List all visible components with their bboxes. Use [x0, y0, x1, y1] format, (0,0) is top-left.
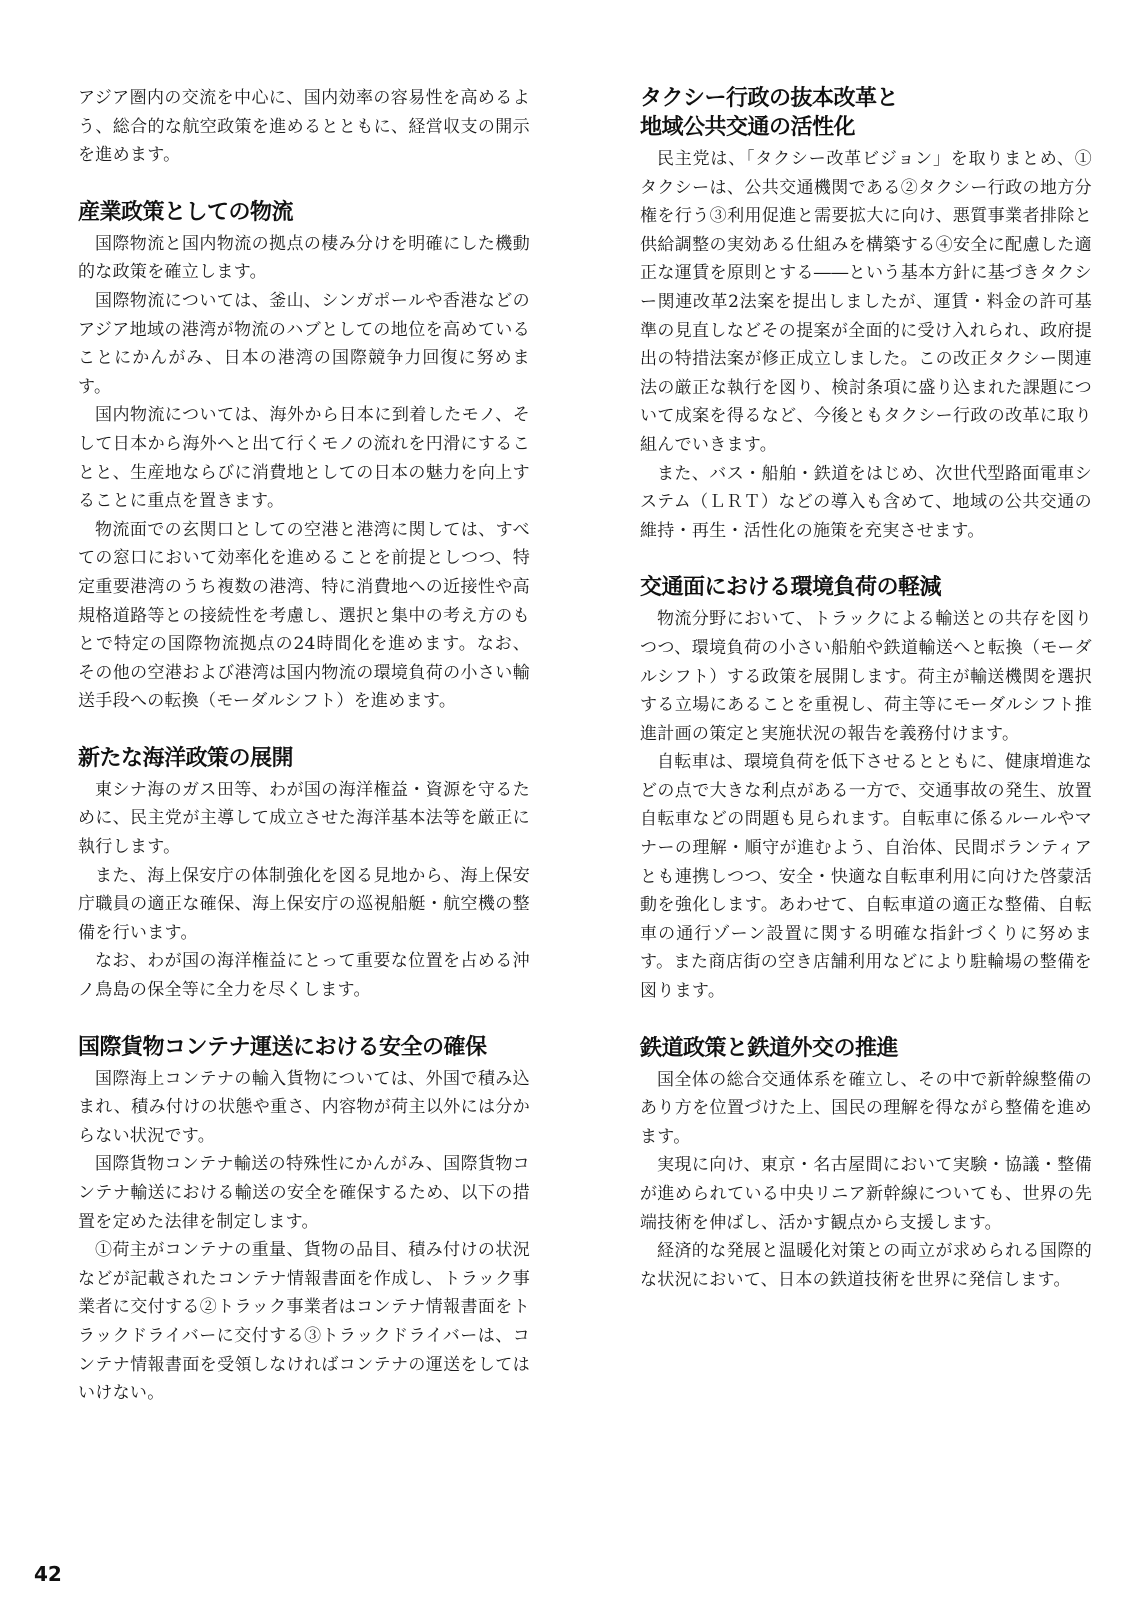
section-maritime: [78, 744, 530, 1005]
page-number: 42: [34, 1562, 62, 1586]
paragraph: 国内物流については、海外から日本に到着したモノ、そして日本から海外へと出て行くモノの流れを円滑にすることと、生産地ならびに消費地としての日本の魅力を向上することに重点を置きます。: [78, 405, 530, 512]
section-heading-line: 交通面における環境負荷の軽減: [640, 575, 942, 601]
paragraph: 自転車は、環境負荷を低下させるとともに、健康増進などの点で大きな利点がある一方で、交通事故の発生、放置自転車などの問題も見られます。自転車に係るルールやマナーの理解・順守が進むよう、自治体、民間ボランティアとも連携しつつ、安全・快適な自転車利用に向けた啓蒙活動を強化します。あわせて、自転車道の適正な整備、自転車の通行ゾーン設置に関する明確な指針づくりに努めます。また商店街の空き店舗利用などにより駐輪場の整備を図ります。: [640, 752, 1092, 1002]
paragraph: 民主党は、「タクシー改革ビジョン」を取りまとめ、①タクシーは、公共交通機関である②タクシー行政の地方分権を行う③利用促進と需要拡大に向け、悪質事業者排除と供給調整の実効ある仕組みを構築する④安全に配慮した適正な運賃を原則とする――という基本方針に基づきタクシー関連改革2法案を提出しましたが、運賃・料金の許可基準の見直しなどその提案が全面的に受け入れられ、政府提出の特措法案が修正成立しました。この改正タクシー関連法の厳正な執行を図り、検討条項に盛り込まれた課題について成案を得るなど、今後ともタクシー行政の改革に取り組んでいきます。: [640, 149, 1092, 455]
section-heading: [640, 573, 1092, 602]
paragraph: ①荷主がコンテナの重量、貨物の品目、積み付けの状況などが記載されたコンテナ情報書面を作成し、トラック事業者に交付する②トラック事業者はコンテナ情報書面をトラックドライバーに交付する③トラックドライバーは、コンテナ情報書面を受領しなければコンテナの運送をしてはいけない。: [78, 1240, 530, 1404]
section-logistics: [78, 198, 530, 716]
section-taxi-reform: [640, 84, 1092, 545]
paragraph: 東シナ海のガス田等、わが国の海洋権益・資源を守るために、民主党が主導して成立させた海洋基本法等を厳正に執行します。: [78, 779, 530, 858]
section-heading-line: 鉄道政策と鉄道外交の推進: [640, 1035, 899, 1061]
right-column: [640, 84, 1092, 1322]
section-heading-line: 地域公共交通の活性化: [640, 115, 856, 140]
paragraph: 国際海上コンテナの輸入貨物については、外国で積み込まれ、積み付けの状態や重さ、内容物が荷主以外には分からない状況です。: [78, 1068, 530, 1146]
paragraph: 国際物流については、釜山、シンガポールや香港などのアジア地域の港湾が物流のハブとしての地位を高めていることにかんがみ、日本の港湾の国際競争力回復に努めます。: [78, 290, 530, 397]
section-heading: 産業政策としての物流: [78, 199, 294, 225]
paragraph: 物流面での玄関口としての空港と港湾に関しては、すべての窓口において効率化を進めることを前提としつつ、特定重要港湾のうち複数の港湾、特に消費地への近接性や高規格道路等との接続性を考慮し、選択と集中の考え方のもとで特定の国際物流拠点の24時間化を進めます。なお、その他の空港および港湾は国内物流の環境負荷の小さい輸送手段への転換（モーダルシフト）を進めます。: [78, 519, 530, 712]
section-heading: 国際貨物コンテナ運送における安全の確保: [78, 1034, 487, 1060]
section-heading: [640, 84, 1092, 142]
paragraph: 国全体の総合交通体系を確立し、その中で新幹線整備のあり方を位置づけた上、国民の理解を得ながら整備を進めます。: [640, 1069, 1092, 1147]
paragraph: 実現に向け、東京・名古屋間において実験・協議・整備が進められている中央リニア新幹線についても、世界の先端技術を伸ばし、活かす観点から支援します。: [640, 1155, 1092, 1233]
section-heading: [640, 1034, 1092, 1063]
section-heading-line: タクシー行政の抜本改革と: [640, 86, 899, 111]
intro-paragraph: アジア圏内の交流を中心に、国内効率の容易性を高めるよう、総合的な航空政策を進めるとともに、経営収支の開示を進めます。: [78, 88, 530, 166]
section-heading: 新たな海洋政策の展開: [78, 745, 294, 771]
paragraph: 物流分野において、トラックによる輸送との共存を図りつつ、環境負荷の小さい船舶や鉄道輸送へと転換（モーダルシフト）する政策を展開します。荷主が輸送機関を選択する立場にあることを重視し、荷主等にモーダルシフト推進計画の策定と実施状況の報告を義務付けます。: [640, 609, 1092, 744]
section-railway: [640, 1034, 1092, 1295]
paragraph: また、バス・船舶・鉄道をはじめ、次世代型路面電車システム（ＬＲＴ）などの導入も含めて、地域の公共交通の維持・再生・活性化の施策を充実させます。: [640, 463, 1092, 541]
paragraph: 国際貨物コンテナ輸送の特殊性にかんがみ、国際貨物コンテナ輸送における輸送の安全を確保するため、以下の措置を定めた法律を制定します。: [78, 1154, 530, 1232]
paragraph: 国際物流と国内物流の拠点の棲み分けを明確にした機動的な政策を確立します。: [78, 233, 530, 283]
section-container-safety: [78, 1033, 530, 1408]
paragraph: 経済的な発展と温暖化対策との両立が求められる国際的な状況において、日本の鉄道技術を世界に発信します。: [640, 1241, 1092, 1290]
section-environment: [640, 573, 1092, 1005]
paragraph: なお、わが国の海洋権益にとって重要な位置を占める沖ノ鳥島の保全等に全力を尽くします。: [78, 951, 530, 1001]
left-column: [78, 84, 530, 1436]
paragraph: また、海上保安庁の体制強化を図る見地から、海上保安庁職員の適正な確保、海上保安庁の巡視船艇・航空機の整備を行います。: [78, 865, 530, 943]
